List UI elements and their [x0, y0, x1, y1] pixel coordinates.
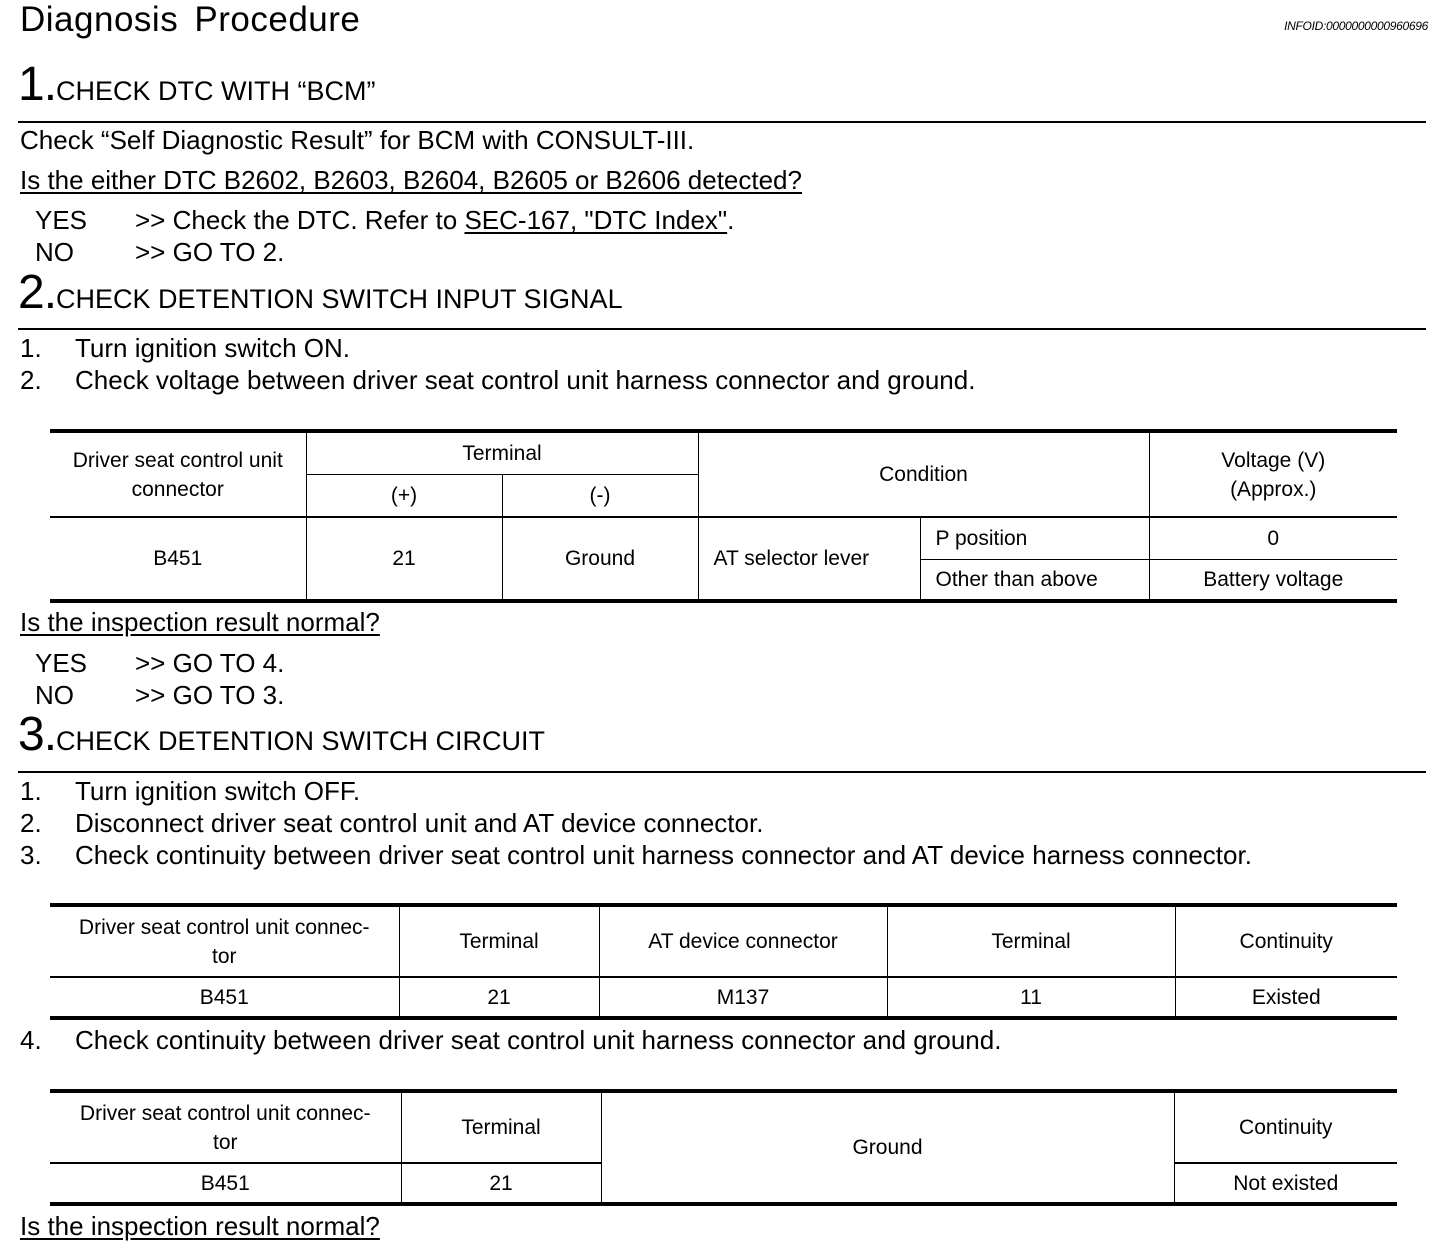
- cell-at-terminal: 11: [887, 977, 1175, 1018]
- page-title: Diagnosis Procedure: [20, 0, 361, 39]
- continuity-table-1: [50, 903, 1397, 1020]
- header-terminal: Terminal: [401, 1091, 601, 1163]
- list-item-text: Check voltage between driver seat control unit harness connector and ground.: [75, 365, 976, 395]
- header-connector: Driver seat control unit connec- tor: [50, 1091, 401, 1163]
- no-action: >> GO TO 2.: [135, 237, 285, 267]
- yes-action-suffix: .: [727, 205, 735, 235]
- yes-action: >> GO TO 4.: [135, 648, 285, 678]
- divider: [18, 771, 1426, 773]
- header-condition: Condition: [698, 431, 1149, 517]
- header-at-connector: AT device connector: [599, 905, 887, 977]
- header-minus: (-): [502, 474, 698, 517]
- list-item-text: Check continuity between driver seat control unit harness connector and ground.: [75, 1025, 1002, 1055]
- cell-continuity: Not existed: [1174, 1163, 1397, 1204]
- question-text: Is the inspection result normal?: [20, 1211, 380, 1241]
- dtc-index-link[interactable]: SEC-167, "DTC Index": [464, 205, 728, 235]
- list-item-number: 4.: [20, 1025, 42, 1055]
- cell-ground: Ground: [601, 1091, 1174, 1204]
- step-title: CHECK DTC WITH “BCM”: [56, 76, 376, 106]
- header-continuity: Continuity: [1175, 905, 1397, 977]
- header-terminal: Terminal: [399, 905, 599, 977]
- step-1-heading: [18, 57, 376, 112]
- yes-label: YES: [35, 648, 88, 678]
- cell-voltage-1: 0: [1149, 517, 1397, 559]
- cell-continuity: Existed: [1175, 977, 1397, 1018]
- step-number: 3.: [18, 708, 57, 761]
- header-at-terminal: Terminal: [887, 905, 1175, 977]
- cell-at-connector: M137: [599, 977, 887, 1018]
- step-2-heading: [18, 265, 623, 320]
- no-action: >> GO TO 3.: [135, 680, 285, 710]
- list-item-text: Turn ignition switch OFF.: [75, 776, 361, 806]
- yes-action-text: >> Check the DTC. Refer to: [135, 205, 465, 235]
- header-connector: Driver seat control unit connec- tor: [50, 905, 399, 977]
- header-plus: (+): [306, 474, 502, 517]
- continuity-table-2: [50, 1089, 1397, 1206]
- header-connector: Driver seat control unit connector: [50, 431, 306, 517]
- list-item-text: Check continuity between driver seat control unit harness connector and AT device harness connector.: [75, 840, 1252, 870]
- step-title: CHECK DETENTION SWITCH CIRCUIT: [56, 726, 546, 756]
- no-label: NO: [35, 680, 74, 710]
- cell-condition-2: Other than above: [920, 559, 1149, 601]
- step-title: CHECK DETENTION SWITCH INPUT SIGNAL: [56, 284, 623, 314]
- step-number: 1.: [18, 58, 57, 111]
- cell-minus: Ground: [502, 517, 698, 601]
- question-text: Is the either DTC B2602, B2603, B2604, B2605 or B2606 detected?: [20, 165, 802, 195]
- question-text: Is the inspection result normal?: [20, 607, 380, 637]
- cell-condition-main: AT selector lever: [698, 517, 920, 601]
- yes-action: [135, 205, 734, 236]
- list-item-number: 1.: [20, 333, 42, 363]
- no-label: NO: [35, 237, 74, 267]
- voltage-table: [50, 429, 1397, 603]
- cell-condition-1: P position: [920, 517, 1149, 559]
- cell-voltage-2: Battery voltage: [1149, 559, 1397, 601]
- cell-plus: 21: [306, 517, 502, 601]
- step-number: 2.: [18, 266, 57, 319]
- cell-terminal: 21: [399, 977, 599, 1018]
- cell-connector: B451: [50, 977, 399, 1018]
- divider: [18, 121, 1426, 123]
- list-item-number: 2.: [20, 365, 42, 395]
- yes-label: YES: [35, 205, 88, 235]
- header-continuity: Continuity: [1174, 1091, 1397, 1163]
- instruction-text: Check “Self Diagnostic Result” for BCM with CONSULT-III.: [20, 125, 695, 155]
- list-item-text: Turn ignition switch ON.: [75, 333, 351, 363]
- step-3-heading: [18, 707, 545, 762]
- list-item-number: 1.: [20, 776, 42, 806]
- cell-connector: B451: [50, 517, 306, 601]
- info-id: INFOID:0000000000960696: [1284, 19, 1428, 33]
- list-item-text: Disconnect driver seat control unit and AT device connector.: [75, 808, 764, 838]
- divider: [18, 328, 1426, 330]
- cell-terminal: 21: [401, 1163, 601, 1204]
- list-item-number: 2.: [20, 808, 42, 838]
- list-item-number: 3.: [20, 840, 42, 870]
- header-terminal: Terminal: [306, 431, 698, 474]
- header-voltage: Voltage (V) (Approx.): [1149, 431, 1397, 517]
- cell-connector: B451: [50, 1163, 401, 1204]
